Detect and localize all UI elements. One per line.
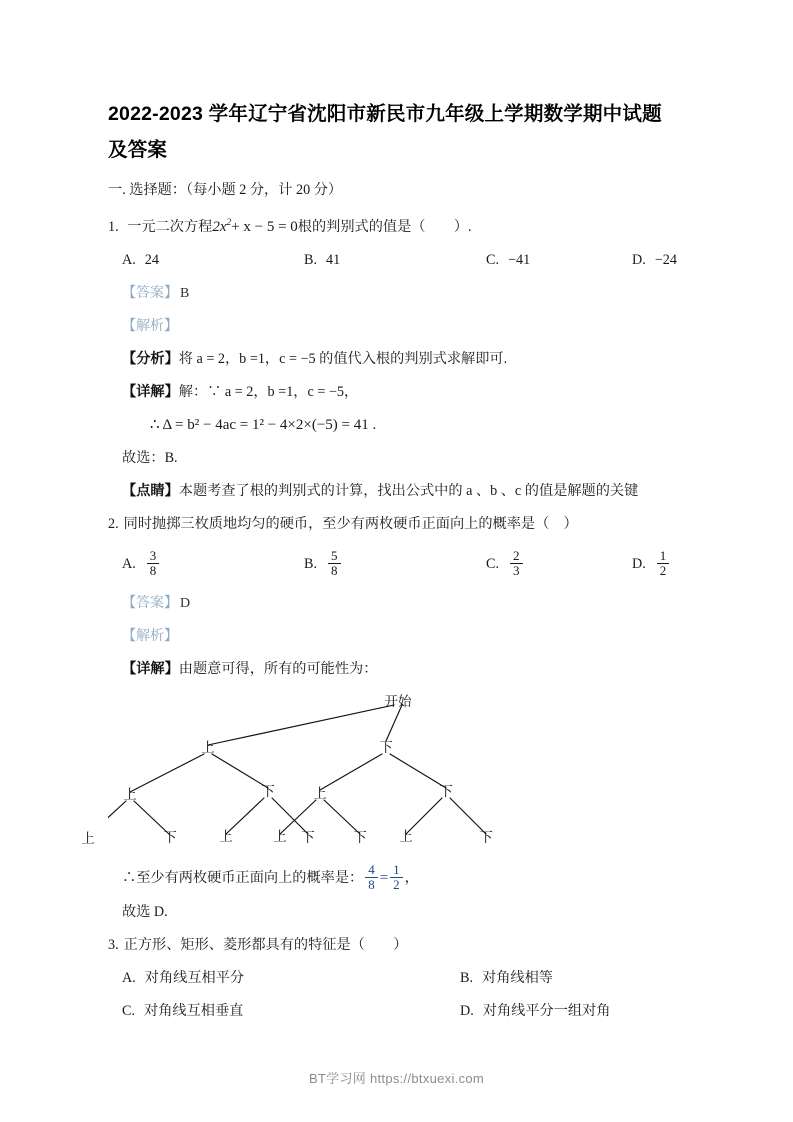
question-1-exponent: 2 xyxy=(226,218,232,228)
analysis-tag: 【解析】 xyxy=(122,629,178,644)
option-2-c[interactable] xyxy=(486,541,525,587)
question-2-fraction-four-eighths: $\frac{4}{8}$ xyxy=(365,863,378,893)
option-3-c-value: 对角线互相垂直 xyxy=(144,1003,244,1019)
answer-tag: 【答案】 xyxy=(122,286,178,301)
option-2-b[interactable] xyxy=(304,541,343,587)
question-2-xiangjie-row xyxy=(108,653,688,686)
question-1-choose-text: 故选：B. xyxy=(122,450,178,466)
tree-node-l2-3: 下 xyxy=(439,784,453,799)
option-2-b-fraction: $\frac{5}{8}$ xyxy=(328,549,341,579)
option-2-d-key: D. xyxy=(632,556,646,572)
option-3-a-value: 对角线互相平分 xyxy=(144,970,245,986)
option-1-a-value: 24 xyxy=(144,252,159,268)
question-1-formula-row xyxy=(108,409,688,442)
dianjing-label: 【点睛】 xyxy=(122,483,179,499)
section-heading: 一. 选择题：（每小题 2 分，计 20 分） xyxy=(108,182,343,198)
option-1-d[interactable] xyxy=(632,244,677,277)
question-2-conclusion-row xyxy=(108,860,688,896)
question-1-solution-text: 解：∵ a = 2，b =1，c = −5， xyxy=(178,384,359,400)
xiangjie-label: 【详解】 xyxy=(122,661,179,677)
question-1-equation: $2x^2+ x - 5 = 0$ xyxy=(212,218,298,235)
question-2-choose-row xyxy=(108,896,688,929)
probability-tree-diagram xyxy=(81,688,688,860)
option-1-c-key: C. xyxy=(486,252,500,268)
option-2-c-key: C. xyxy=(486,556,500,572)
option-3-d-value: 对角线平分一组对角 xyxy=(482,1003,611,1019)
option-1-d-key: D. xyxy=(632,252,646,268)
xiangjie-label: 【详解】 xyxy=(122,384,179,400)
tree-node-l2-0: 上 xyxy=(123,787,137,802)
tree-node-l3-0: 上 xyxy=(81,831,95,846)
answer-tag: 【答案】 xyxy=(122,596,178,611)
option-1-d-value: −24 xyxy=(654,252,677,268)
question-1-answer-value: B xyxy=(180,286,190,301)
question-3-options-row-1 xyxy=(108,962,688,995)
option-3-c-key: C. xyxy=(122,1003,136,1019)
tree-node-root: 开始 xyxy=(384,694,412,709)
tree-node-l3-7: 下 xyxy=(479,830,493,845)
tree-node-l2-1: 下 xyxy=(261,784,275,799)
question-1-stem-pre: 一元二次方程 xyxy=(127,219,213,235)
option-2-a-key: A. xyxy=(122,556,136,572)
question-1-fenxi-row xyxy=(108,343,688,376)
question-2-conclusion-post: ， xyxy=(404,870,419,886)
equals-sign: = xyxy=(379,870,389,886)
question-2-analysis-tag-row xyxy=(108,620,688,653)
question-1-xiangjie-row xyxy=(108,376,688,409)
question-2-stem-text: 同时抛掷三枚质地均匀的硬币，至少有两枚硬币正面向上的概率是（ ） xyxy=(123,516,578,532)
option-3-b-key: B. xyxy=(460,970,474,986)
option-3-d[interactable] xyxy=(460,995,611,1028)
question-1-number: 1. xyxy=(108,219,119,235)
question-1-analysis-tag-row xyxy=(108,310,688,343)
footer-watermark: BT学习网 https://btxuexi.com xyxy=(308,1071,485,1086)
option-3-d-key: D. xyxy=(460,1003,474,1019)
question-1-stem xyxy=(108,207,688,244)
tree-edges xyxy=(108,688,688,860)
question-1-stem-post: 根的判别式的值是（ ）. xyxy=(297,219,472,235)
question-2-answer-value: D xyxy=(180,596,191,611)
question-3-options-row-2 xyxy=(108,995,688,1028)
option-3-b-value: 对角线相等 xyxy=(482,970,553,986)
question-1-answer-row xyxy=(108,277,688,310)
option-1-b-key: B. xyxy=(304,252,318,268)
question-2-options xyxy=(108,541,688,587)
question-2-fraction-one-half: $\frac{1}{2}$ xyxy=(390,863,403,893)
tree-node-l3-2: 上 xyxy=(219,829,233,844)
page-title: 2022-2023 学年辽宁省沈阳市新民市九年级上学期数学期中试题及答案 xyxy=(108,103,662,161)
question-3-number: 3. xyxy=(108,937,119,953)
question-1-discriminant-formula: ∴ Δ = b² − 4ac = 1² − 4×2×(−5) = 41 . xyxy=(150,417,377,433)
option-1-b-value: 41 xyxy=(326,252,341,268)
tree-node-l3-3: 下 xyxy=(301,830,315,845)
question-1-dianjing-row xyxy=(108,475,688,508)
analysis-tag: 【解析】 xyxy=(122,319,178,334)
option-2-d[interactable] xyxy=(632,541,671,587)
fenxi-label: 【分析】 xyxy=(122,351,179,367)
question-1-choose-row xyxy=(108,442,688,475)
tree-node-l3-5: 下 xyxy=(353,830,367,845)
option-1-c-value: −41 xyxy=(508,252,531,268)
option-3-c[interactable] xyxy=(122,995,243,1028)
option-3-a-key: A. xyxy=(122,970,136,986)
option-1-c[interactable] xyxy=(486,244,530,277)
tree-node-l3-1: 下 xyxy=(163,830,177,845)
option-2-c-fraction: $\frac{2}{3}$ xyxy=(510,549,523,579)
option-3-a[interactable] xyxy=(122,962,244,995)
option-1-a-key: A. xyxy=(122,252,136,268)
question-3-stem xyxy=(108,929,688,962)
question-2-answer-row xyxy=(108,587,688,620)
document-content xyxy=(81,96,688,1028)
tree-node-l1-0: 上 xyxy=(201,740,215,755)
question-2-number: 2. xyxy=(108,516,119,532)
question-2-choose-text: 故选 D. xyxy=(122,904,168,920)
option-1-b[interactable] xyxy=(304,244,340,277)
option-2-d-fraction: $\frac{1}{2}$ xyxy=(657,549,670,579)
tree-node-l1-1: 下 xyxy=(379,740,393,755)
tree-node-l2-2: 上 xyxy=(313,786,327,801)
question-1-tip-text: 本题考查了根的判别式的计算，找出公式中的 a 、b 、c 的值是解题的关键 xyxy=(178,483,639,499)
option-3-b[interactable] xyxy=(460,962,553,995)
question-1-options xyxy=(108,244,688,277)
option-1-a[interactable] xyxy=(122,244,159,277)
option-2-b-key: B. xyxy=(304,556,318,572)
tree-node-l3-6: 上 xyxy=(399,829,413,844)
tree-node-l3-4: 上 xyxy=(273,829,287,844)
question-1-analysis-text: 将 a = 2，b =1，c = −5 的值代入根的判别式求解即可. xyxy=(178,351,508,367)
question-2-conclusion-pre: ∴至少有两枚硬币正面向上的概率是： xyxy=(122,870,364,886)
question-2-solution-intro: 由题意可得，所有的可能性为： xyxy=(178,661,378,677)
option-2-a-fraction: $\frac{3}{8}$ xyxy=(147,549,160,579)
question-3-stem-text: 正方形、矩形、菱形都具有的特征是（ ） xyxy=(123,937,408,953)
question-2-stem xyxy=(108,508,688,541)
option-2-a[interactable] xyxy=(122,541,161,587)
